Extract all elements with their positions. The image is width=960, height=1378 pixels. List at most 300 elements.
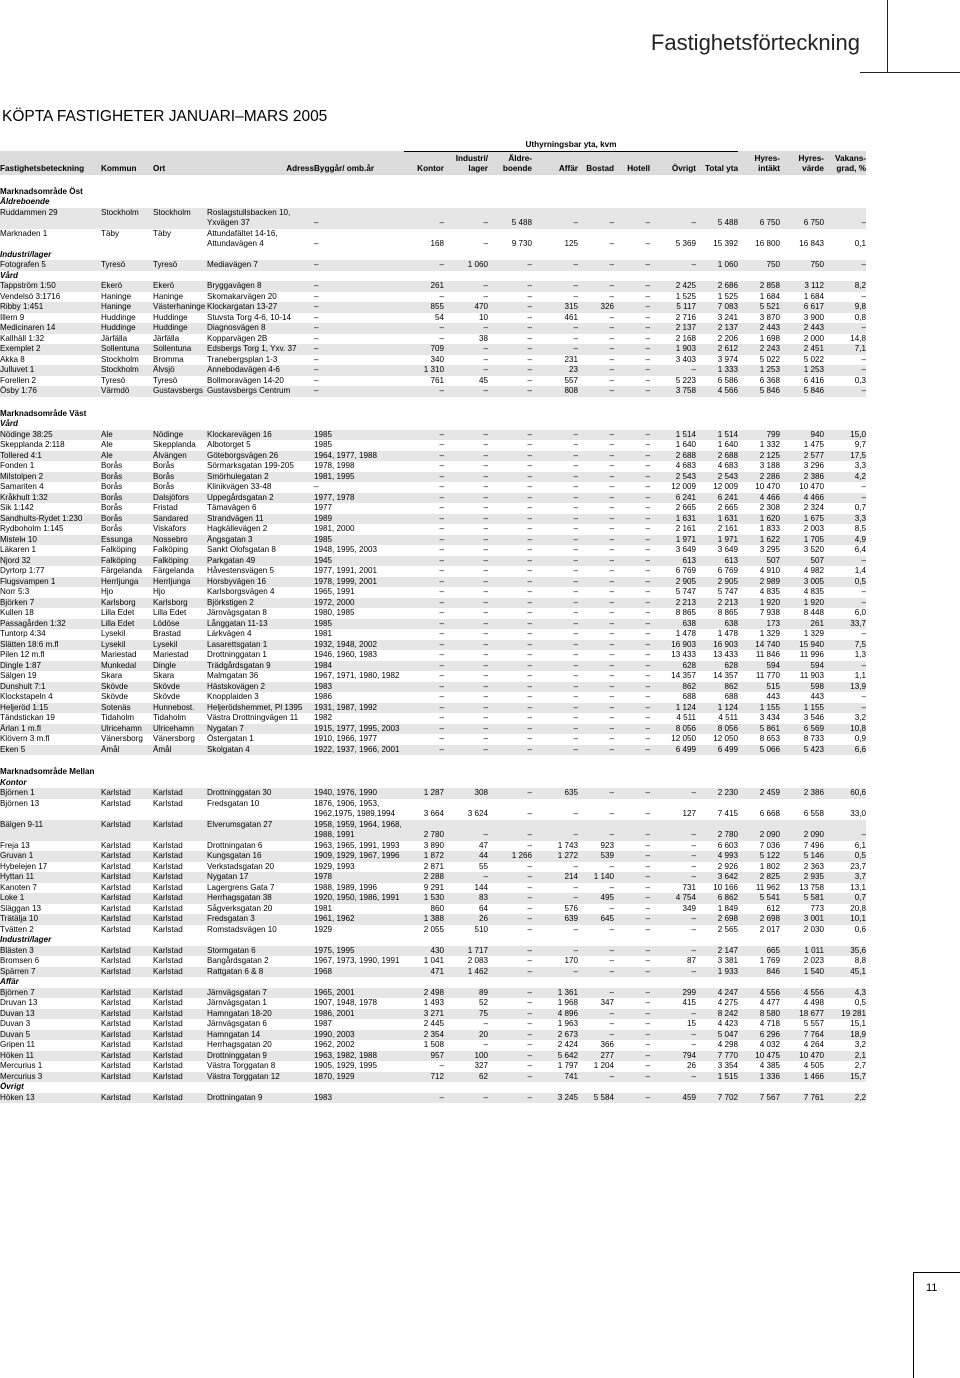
table-cell: Vänersborg — [153, 734, 207, 745]
table-cell: – — [488, 629, 532, 640]
table-cell: 2 498 — [404, 988, 444, 999]
table-cell: – — [444, 640, 488, 651]
table-cell: – — [614, 724, 650, 735]
table-cell: – — [444, 650, 488, 661]
table-cell: 5 747 — [696, 587, 738, 598]
table-cell: – — [488, 1072, 532, 1083]
table-cell: Ängsgatan 3 — [207, 535, 314, 546]
table-cell: – — [578, 788, 614, 799]
table-cell: – — [404, 451, 444, 462]
table-cell: Karlstad — [153, 788, 207, 799]
table-cell: 5 861 — [738, 724, 780, 735]
table-cell: – — [444, 692, 488, 703]
table-cell: – — [532, 598, 578, 609]
table-cell: 13 433 — [696, 650, 738, 661]
table-row — [0, 514, 866, 525]
table-cell: – — [614, 260, 650, 271]
table-cell: 1870, 1929 — [314, 1072, 404, 1083]
table-row — [0, 376, 866, 387]
table-cell: Långgatan 11-13 — [207, 619, 314, 630]
category-heading: Industri/lager — [0, 935, 52, 944]
table-cell: – — [532, 524, 578, 535]
table-cell: Karlstad — [153, 1072, 207, 1083]
table-cell: Värmdö — [101, 386, 153, 397]
table-cell: 15 — [650, 1019, 696, 1030]
table-cell: 16 903 — [696, 640, 738, 651]
table-cell: 1 872 — [404, 851, 444, 862]
table-cell — [780, 208, 824, 219]
table-cell: 1922, 1937, 1966, 2001 — [314, 745, 404, 756]
table-cell: 638 — [650, 619, 696, 630]
table-cell: 1 478 — [696, 629, 738, 640]
table-cell: – — [578, 334, 614, 345]
table-cell: Karlstad — [153, 1093, 207, 1104]
table-cell: 940 — [780, 430, 824, 441]
table-cell: 5 117 — [650, 302, 696, 313]
table-cell: – — [650, 862, 696, 873]
table-cell: Karlstad — [153, 893, 207, 904]
table-cell: – — [404, 482, 444, 493]
category-heading: Övrigt — [0, 1082, 24, 1091]
table-cell: Drottninggatan 9 — [207, 1051, 314, 1062]
table-cell: Drottningatan 9 — [207, 1093, 314, 1104]
table-cell: Malmgatan 36 — [207, 671, 314, 682]
table-cell: 2 665 — [650, 503, 696, 514]
table-cell: – — [824, 482, 866, 493]
region-heading-row — [0, 755, 866, 778]
table-cell: Hyttan 11 — [0, 872, 101, 883]
table-cell — [488, 799, 532, 810]
table-cell: 7 567 — [738, 1093, 780, 1104]
table-cell: – — [314, 323, 404, 334]
table-cell: – — [578, 430, 614, 441]
table-cell: Yxvägen 37 — [207, 218, 314, 229]
table-cell: – — [404, 598, 444, 609]
column-header: Kommun — [101, 151, 153, 175]
table-cell: 3 649 — [696, 545, 738, 556]
table-cell: 2 090 — [738, 830, 780, 841]
table-cell: 1 631 — [650, 514, 696, 525]
table-cell: 4 718 — [738, 1019, 780, 1030]
table-cell: – — [824, 587, 866, 598]
table-cell: 1 622 — [738, 535, 780, 546]
table-cell: Borås — [101, 503, 153, 514]
table-cell: Blästen 3 — [0, 946, 101, 957]
table-cell: – — [532, 661, 578, 672]
table-cell: – — [578, 355, 614, 366]
table-cell: – — [488, 745, 532, 756]
table-cell: – — [488, 556, 532, 567]
table-cell: Karlstad — [101, 956, 153, 967]
table-cell: Romstadsvägen 10 — [207, 925, 314, 936]
table-cell: – — [404, 430, 444, 441]
table-cell: – — [614, 218, 650, 229]
table-cell: Stockholm — [101, 355, 153, 366]
table-cell — [738, 208, 780, 219]
table-cell: 6 769 — [650, 566, 696, 577]
table-cell: – — [614, 482, 650, 493]
table-cell: – — [444, 344, 488, 355]
table-cell: – — [404, 703, 444, 714]
table-cell: Hjo — [153, 587, 207, 598]
table-row — [0, 302, 866, 313]
page-number: 11 — [926, 1282, 938, 1294]
table-cell: 2 871 — [404, 862, 444, 873]
table-row — [0, 650, 866, 661]
category-heading-row — [0, 977, 866, 988]
table-cell: 1981 — [314, 629, 404, 640]
table-row — [0, 988, 866, 999]
table-cell: 2 000 — [780, 334, 824, 345]
table-cell: Lasarettsgatan 1 — [207, 640, 314, 651]
table-cell: – — [532, 344, 578, 355]
table-cell: – — [614, 1019, 650, 1030]
table-cell: Heljerödshemmet, Pl 1395 — [207, 703, 314, 714]
table-cell: 23 — [532, 365, 578, 376]
table-cell: Mercurius 3 — [0, 1072, 101, 1083]
table-cell: – — [614, 1040, 650, 1051]
table-cell: Borås — [153, 472, 207, 483]
table-cell: Ribby 1:451 — [0, 302, 101, 313]
table-row — [0, 313, 866, 324]
table-cell: – — [404, 440, 444, 451]
table-cell: 8 733 — [780, 734, 824, 745]
table-cell — [404, 229, 444, 240]
table-cell: – — [488, 608, 532, 619]
table-cell: 4 556 — [780, 988, 824, 999]
page-heading: KÖPTA FASTIGHETER JANUARI–MARS 2005 — [2, 108, 328, 125]
table-cell: – — [444, 239, 488, 250]
table-cell: – — [532, 608, 578, 619]
table-cell: 0,5 — [824, 577, 866, 588]
table-cell: Järnvägsgatan 8 — [207, 608, 314, 619]
table-cell: – — [532, 893, 578, 904]
table-cell: 461 — [532, 313, 578, 324]
table-cell: Sälgen 19 — [0, 671, 101, 682]
table-cell: – — [578, 344, 614, 355]
table-cell: – — [578, 503, 614, 514]
table-cell: 47 — [444, 841, 488, 852]
table-cell: 862 — [650, 682, 696, 693]
table-cell: 1876, 1906, 1953, — [314, 799, 404, 810]
table-cell — [738, 799, 780, 810]
table-cell: – — [404, 587, 444, 598]
table-cell: Täby — [153, 229, 207, 240]
table-cell: 8,5 — [824, 524, 866, 535]
table-cell — [824, 820, 866, 831]
table-cell: – — [532, 629, 578, 640]
table-cell: Nygatan 17 — [207, 872, 314, 883]
table-cell: 1 140 — [578, 872, 614, 883]
table-cell: – — [614, 566, 650, 577]
table-cell: – — [532, 503, 578, 514]
table-cell: 1 833 — [738, 524, 780, 535]
table-cell: 3 434 — [738, 713, 780, 724]
table-cell: – — [488, 545, 532, 556]
table-cell: Ösby 1:76 — [0, 386, 101, 397]
table-cell: – — [614, 830, 650, 841]
table-cell — [578, 229, 614, 240]
table-cell: – — [614, 703, 650, 714]
table-cell: – — [614, 862, 650, 873]
table-cell: – — [444, 682, 488, 693]
table-cell: Borås — [101, 461, 153, 472]
table-cell: 0,5 — [824, 998, 866, 1009]
table-cell: 1 253 — [738, 365, 780, 376]
table-row — [0, 1061, 866, 1072]
table-cell: – — [614, 629, 650, 640]
table-cell: Stockholm — [101, 208, 153, 219]
table-cell: Haninge — [101, 302, 153, 313]
table-cell: 1985 — [314, 535, 404, 546]
property-table — [0, 140, 866, 1103]
table-cell: 1,3 — [824, 650, 866, 661]
table-cell: 855 — [404, 302, 444, 313]
table-cell: 44 — [444, 851, 488, 862]
table-cell: Rattgatan 6 & 8 — [207, 967, 314, 978]
table-cell: Gustavsbergs — [153, 386, 207, 397]
table-row — [0, 682, 866, 693]
table-cell: Annebodavägen 4-6 — [207, 365, 314, 376]
table-cell: 5 423 — [780, 745, 824, 756]
table-cell: Höken 13 — [0, 1093, 101, 1104]
table-cell: 10 470 — [780, 482, 824, 493]
table-cell: – — [578, 734, 614, 745]
table-cell: Duvan 5 — [0, 1030, 101, 1041]
table-cell: 1977, 1978 — [314, 493, 404, 504]
table-cell: Borås — [101, 482, 153, 493]
table-cell: 1981, 2000 — [314, 524, 404, 535]
table-cell: – — [614, 281, 650, 292]
table-cell: 628 — [696, 661, 738, 672]
table-cell: – — [614, 619, 650, 630]
table-cell: Åmål — [153, 745, 207, 756]
table-cell: – — [578, 587, 614, 598]
table-cell: 2 286 — [738, 472, 780, 483]
table-cell: 18,9 — [824, 1030, 866, 1041]
table-cell: Skövde — [153, 692, 207, 703]
table-cell — [0, 239, 101, 250]
table-cell: 2 673 — [532, 1030, 578, 1041]
table-cell: Kanoten 7 — [0, 883, 101, 894]
table-cell: – — [824, 260, 866, 271]
table-cell: 14,8 — [824, 334, 866, 345]
table-cell: 5 642 — [532, 1051, 578, 1062]
table-cell: 1 684 — [738, 292, 780, 303]
table-cell: – — [614, 313, 650, 324]
table-cell: 1983 — [314, 682, 404, 693]
table-cell: 1940, 1976, 1990 — [314, 788, 404, 799]
table-cell: 315 — [532, 302, 578, 313]
table-cell: 598 — [780, 682, 824, 693]
table-cell: – — [578, 556, 614, 567]
table-cell — [650, 799, 696, 810]
table-cell: – — [404, 514, 444, 525]
table-cell — [738, 820, 780, 831]
table-cell: 2 003 — [780, 524, 824, 535]
table-cell: – — [614, 1009, 650, 1020]
column-header: Kontor — [404, 151, 444, 175]
table-cell: 0,7 — [824, 893, 866, 904]
table-cell: 1 310 — [404, 365, 444, 376]
table-cell: Mariestad — [153, 650, 207, 661]
table-cell: 214 — [532, 872, 578, 883]
table-cell: Stockholm — [101, 365, 153, 376]
table-cell: 3 005 — [780, 577, 824, 588]
table-cell: 2 716 — [650, 313, 696, 324]
table-cell — [532, 820, 578, 831]
table-cell: Illern 9 — [0, 313, 101, 324]
table-cell: – — [614, 988, 650, 999]
table-cell: – — [532, 451, 578, 462]
table-cell: – — [314, 292, 404, 303]
region-heading: Marknadsområde Mellan — [0, 767, 95, 776]
column-header: Övrigt — [650, 151, 696, 175]
column-header-row — [0, 151, 866, 175]
table-cell: Albotorget 5 — [207, 440, 314, 451]
table-cell: – — [488, 386, 532, 397]
table-cell: – — [614, 386, 650, 397]
table-cell: – — [444, 365, 488, 376]
table-cell: – — [532, 260, 578, 271]
category-heading: Äldreboende — [0, 197, 50, 206]
table-cell: 6 603 — [696, 841, 738, 852]
table-cell: 14 357 — [696, 671, 738, 682]
table-cell: Täby — [101, 229, 153, 240]
table-row — [0, 556, 866, 567]
table-cell: Skara — [153, 671, 207, 682]
region-heading: Marknadsområde Öst — [0, 186, 83, 196]
table-cell: Passagården 1:32 — [0, 619, 101, 630]
table-cell: – — [650, 218, 696, 229]
table-cell: 26 — [650, 1061, 696, 1072]
table-cell: – — [614, 524, 650, 535]
table-cell: Sik 1:142 — [0, 503, 101, 514]
table-cell: Dingle 1:87 — [0, 661, 101, 672]
table-cell: 16 903 — [650, 640, 696, 651]
table-cell: – — [532, 713, 578, 724]
table-cell: 6,1 — [824, 841, 866, 852]
table-cell: – — [444, 872, 488, 883]
table-cell: Fredsgatan 3 — [207, 914, 314, 925]
table-cell: 709 — [404, 344, 444, 355]
table-cell: 20,8 — [824, 904, 866, 915]
table-cell — [444, 799, 488, 810]
table-cell: 1967, 1971, 1980, 1982 — [314, 671, 404, 682]
header-title: Fastighetsförteckning — [650, 30, 860, 55]
table-cell: 1905, 1929, 1995 — [314, 1061, 404, 1072]
table-cell: 1977 — [314, 503, 404, 514]
table-cell — [780, 820, 824, 831]
table-cell: Hybelejen 17 — [0, 862, 101, 873]
table-cell: – — [404, 734, 444, 745]
table-cell: 3 870 — [738, 313, 780, 324]
table-cell: Borås — [153, 482, 207, 493]
table-cell — [780, 799, 824, 810]
table-cell: 2 230 — [696, 788, 738, 799]
table-cell: 1986 — [314, 692, 404, 703]
table-cell: 1 155 — [780, 703, 824, 714]
table-cell: 2 780 — [696, 830, 738, 841]
table-cell: Fredsgatan 10 — [207, 799, 314, 810]
table-cell: – — [444, 661, 488, 672]
table-cell: Mistelн 10 — [0, 535, 101, 546]
table-cell: – — [488, 640, 532, 651]
table-cell: – — [488, 493, 532, 504]
table-cell: – — [578, 386, 614, 397]
table-row — [0, 239, 866, 250]
table-cell: 3 296 — [780, 461, 824, 472]
table-cell: 4,9 — [824, 535, 866, 546]
table-cell: Huddinge — [101, 313, 153, 324]
table-cell: 16 843 — [780, 239, 824, 250]
table-cell: 3,2 — [824, 1040, 866, 1051]
table-cell: – — [578, 323, 614, 334]
table-cell: – — [314, 344, 404, 355]
table-cell: 4 032 — [738, 1040, 780, 1051]
table-cell: 4 982 — [780, 566, 824, 577]
column-header: Vakans- grad, % — [824, 151, 866, 175]
table-cell: 1962, 2002 — [314, 1040, 404, 1051]
table-cell: – — [532, 514, 578, 525]
table-cell: 594 — [738, 661, 780, 672]
table-cell: – — [404, 577, 444, 588]
table-cell: – — [532, 809, 578, 820]
table-cell: Lysekil — [153, 640, 207, 651]
table-cell — [578, 208, 614, 219]
table-cell: – — [578, 640, 614, 651]
table-cell: 3,2 — [824, 713, 866, 724]
table-cell: 8 242 — [696, 1009, 738, 1020]
table-cell: 0,8 — [824, 313, 866, 324]
table-cell: Lysekil — [101, 629, 153, 640]
table-cell: 5 223 — [650, 376, 696, 387]
table-cell: 2 030 — [780, 925, 824, 936]
table-cell: – — [488, 344, 532, 355]
table-cell: 1985 — [314, 430, 404, 441]
table-cell: 6 296 — [738, 1030, 780, 1041]
table-cell: Munkedal — [101, 661, 153, 672]
table-cell: Nygatan 7 — [207, 724, 314, 735]
table-cell: – — [532, 323, 578, 334]
table-cell: 17,5 — [824, 451, 866, 462]
table-cell: Trätälja 10 — [0, 914, 101, 925]
table-cell: – — [488, 967, 532, 978]
table-cell: 1 769 — [738, 956, 780, 967]
table-cell: – — [404, 692, 444, 703]
table-cell: – — [314, 302, 404, 313]
table-cell: – — [824, 598, 866, 609]
table-cell: 3 381 — [696, 956, 738, 967]
table-cell: Stuvsta Torg 4-6, 10-14 — [207, 313, 314, 324]
table-cell: Ulricehamn — [101, 724, 153, 735]
table-row — [0, 841, 866, 852]
table-cell: Loke 1 — [0, 893, 101, 904]
table-cell: Västra Drottningvägen 11 — [207, 713, 314, 724]
table-cell: – — [532, 830, 578, 841]
table-cell — [532, 208, 578, 219]
table-cell: – — [314, 313, 404, 324]
table-cell: – — [824, 218, 866, 229]
column-header: Adress — [207, 151, 314, 175]
table-cell: Karlstad — [101, 788, 153, 799]
table-cell: 1 011 — [780, 946, 824, 957]
table-cell: 15 940 — [780, 640, 824, 651]
table-cell: 1 797 — [532, 1061, 578, 1072]
table-cell: – — [614, 883, 650, 894]
table-cell: – — [578, 1072, 614, 1083]
table-cell: Järfälla — [101, 334, 153, 345]
